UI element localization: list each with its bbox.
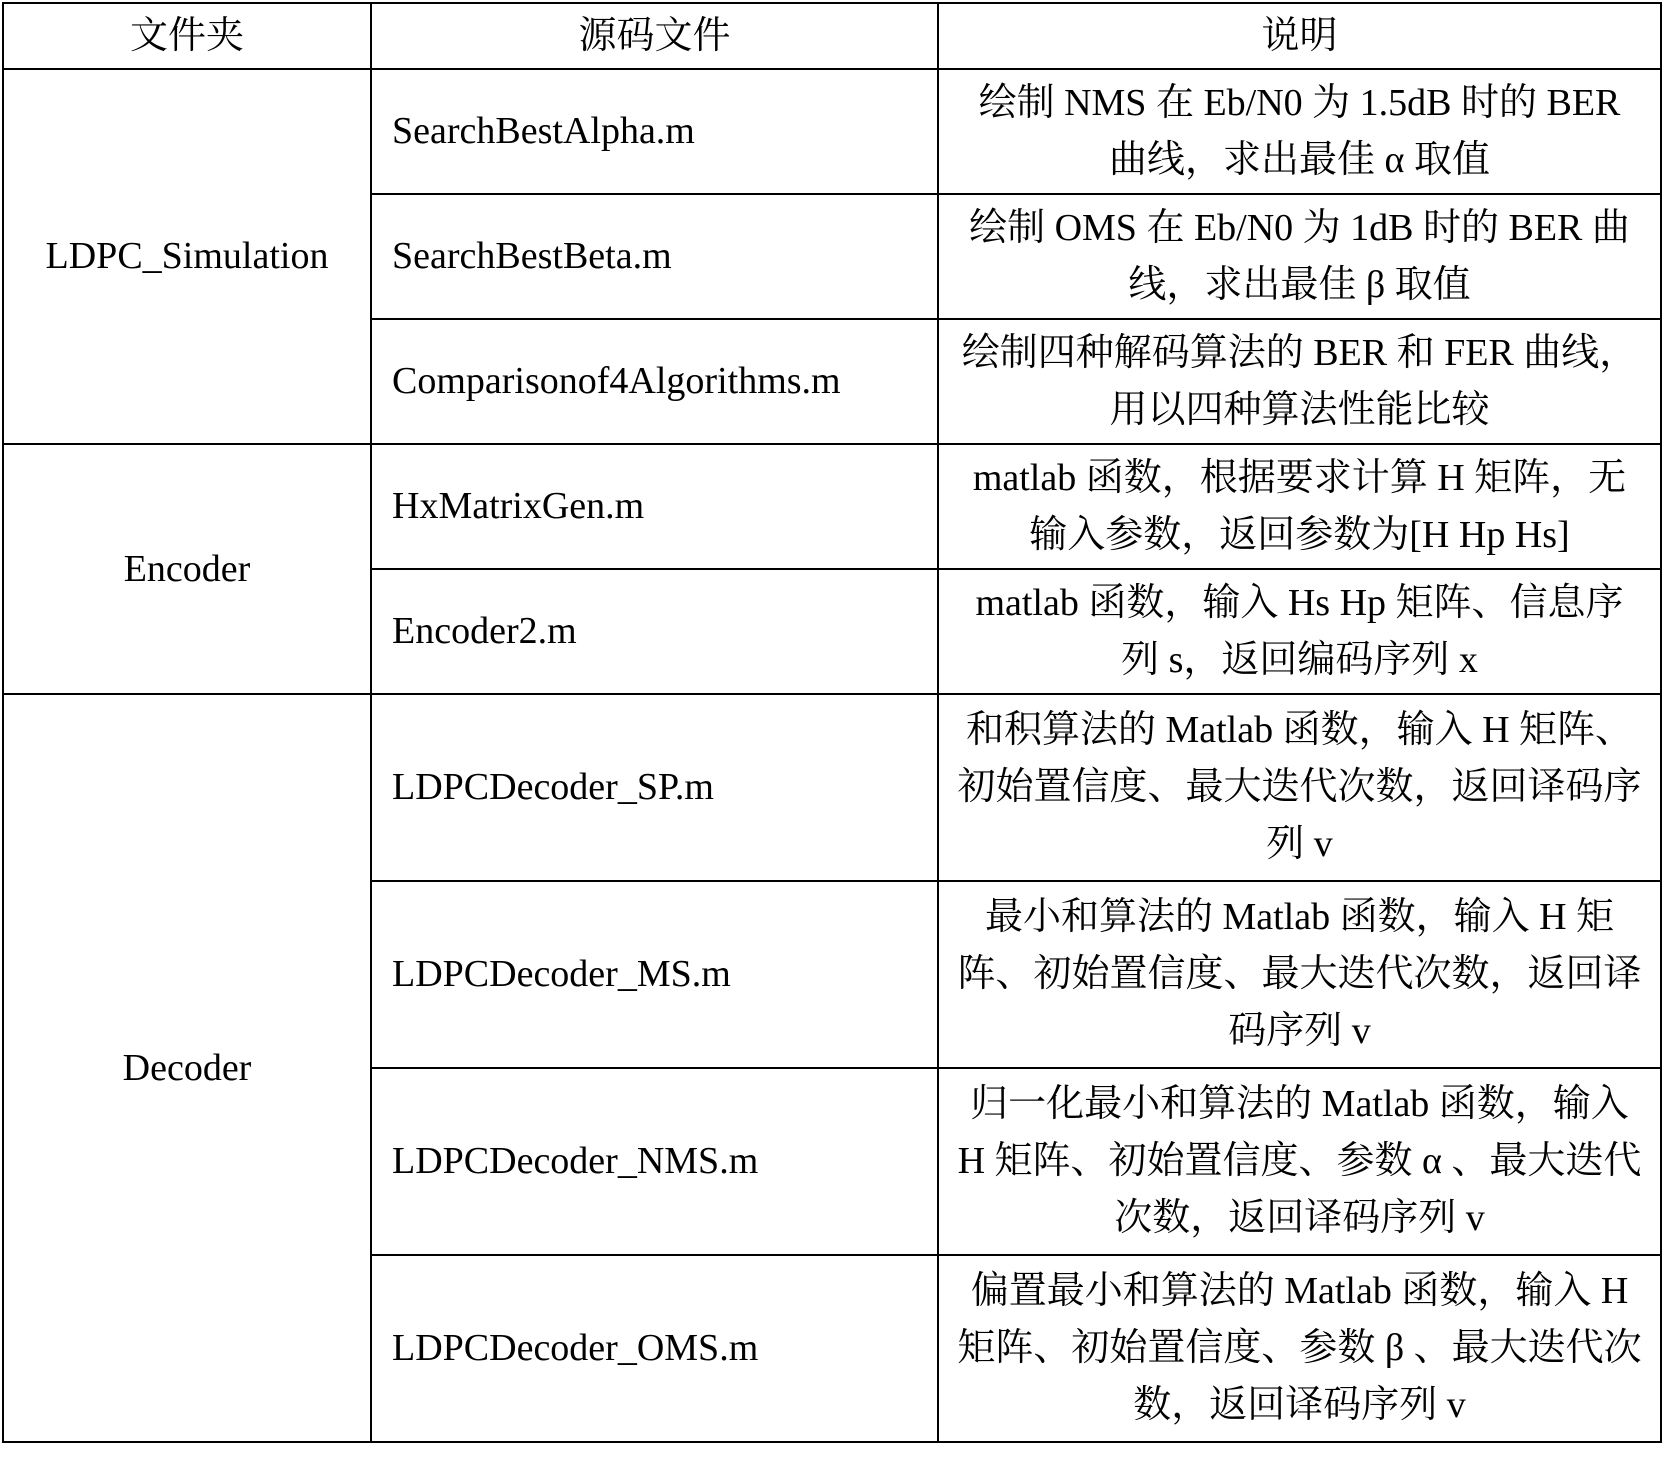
header-description: 说明: [938, 3, 1661, 69]
folder-cell-encoder: Encoder: [3, 444, 371, 694]
source-file-cell: Comparisonof4Algorithms.m: [371, 319, 938, 444]
description-cell: 和积算法的 Matlab 函数，输入 H 矩阵、初始置信度、最大迭代次数，返回译码序列 v: [938, 694, 1661, 881]
source-file-cell: SearchBestBeta.m: [371, 194, 938, 319]
folder-cell-decoder: Decoder: [3, 694, 371, 1442]
table-row: [3, 694, 1661, 881]
source-file-cell: LDPCDecoder_NMS.m: [371, 1068, 938, 1255]
description-cell: 绘制 OMS 在 Eb/N0 为 1dB 时的 BER 曲线，求出最佳 β 取值: [938, 194, 1661, 319]
source-file-cell: LDPCDecoder_MS.m: [371, 881, 938, 1068]
description-cell: 绘制 NMS 在 Eb/N0 为 1.5dB 时的 BER 曲线，求出最佳 α 取值: [938, 69, 1661, 194]
table-row: [3, 444, 1661, 569]
source-file-cell: Encoder2.m: [371, 569, 938, 694]
file-description-table: [2, 2, 1662, 1443]
description-cell: 偏置最小和算法的 Matlab 函数，输入 H 矩阵、初始置信度、参数 β 、最大迭代次数，返回译码序列 v: [938, 1255, 1661, 1442]
source-file-cell: HxMatrixGen.m: [371, 444, 938, 569]
description-cell: 归一化最小和算法的 Matlab 函数，输入 H 矩阵、初始置信度、参数 α 、最大迭代次数，返回译码序列 v: [938, 1068, 1661, 1255]
source-file-cell: LDPCDecoder_SP.m: [371, 694, 938, 881]
header-folder: 文件夹: [3, 3, 371, 69]
header-source-file: 源码文件: [371, 3, 938, 69]
description-cell: 绘制四种解码算法的 BER 和 FER 曲线，用以四种算法性能比较: [938, 319, 1661, 444]
source-file-cell: SearchBestAlpha.m: [371, 69, 938, 194]
folder-cell-ldpc-simulation: LDPC_Simulation: [3, 69, 371, 444]
description-cell: matlab 函数，输入 Hs Hp 矩阵、信息序列 s，返回编码序列 x: [938, 569, 1661, 694]
table-row: [3, 69, 1661, 194]
source-file-cell: LDPCDecoder_OMS.m: [371, 1255, 938, 1442]
header-row: [3, 3, 1661, 69]
description-cell: matlab 函数，根据要求计算 H 矩阵，无输入参数，返回参数为[H Hp Hs]: [938, 444, 1661, 569]
description-cell: 最小和算法的 Matlab 函数，输入 H 矩阵、初始置信度、最大迭代次数，返回译码序列 v: [938, 881, 1661, 1068]
